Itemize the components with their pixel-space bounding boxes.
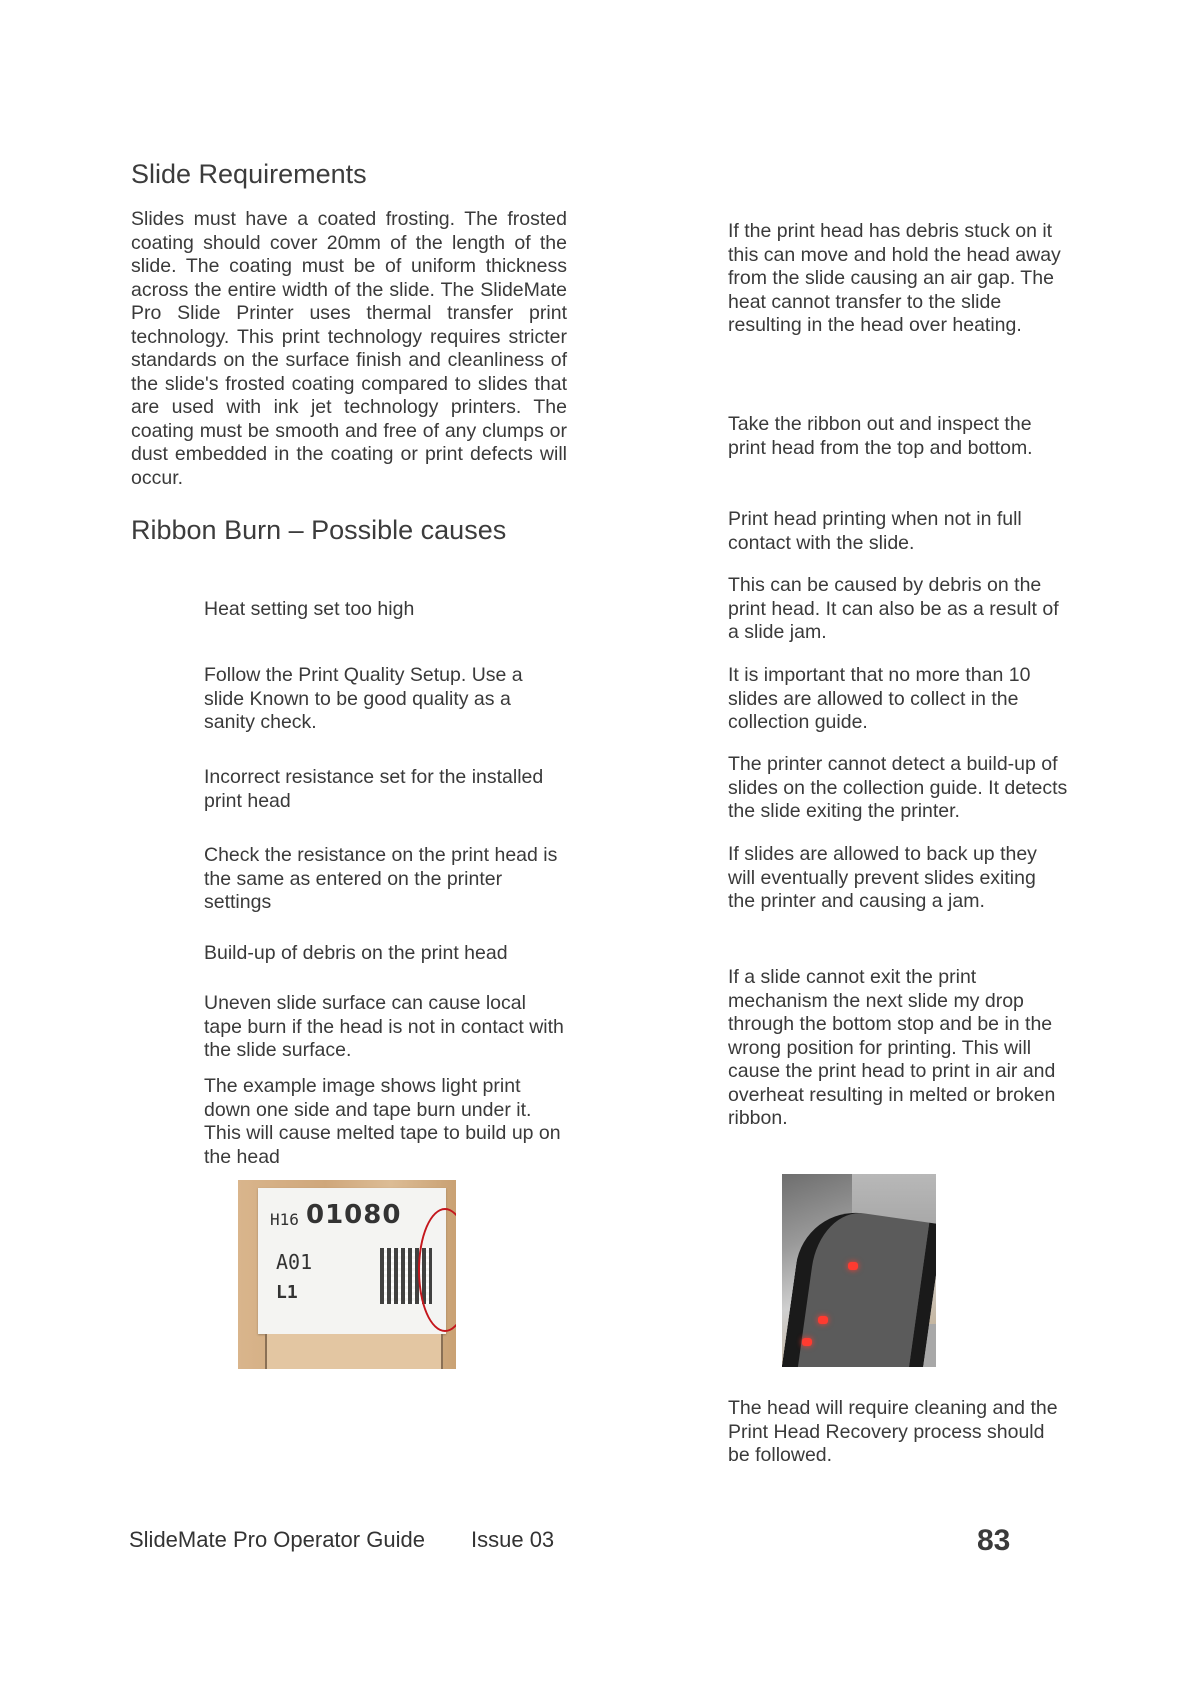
led-indicator bbox=[848, 1262, 858, 1270]
footer-issue: Issue 03 bbox=[471, 1527, 555, 1552]
page-number: 83 bbox=[977, 1524, 1011, 1557]
right-slide-cannot-exit: If a slide cannot exit the print mechanism the next slide my drop through the bottom stop and be in the wrong position for printing. This will cause the print head to print in air and overheat resulting in melted or broken ribbon. bbox=[728, 966, 1056, 1129]
printer-collection-guide-photo bbox=[782, 1174, 936, 1367]
right-cannot-detect: The printer cannot detect a build-up of slides on the collection guide. It detects the slide exiting the printer. bbox=[728, 753, 1068, 822]
slide-label-photo bbox=[238, 1180, 456, 1369]
right-debris-airgap: If the print head has debris stuck on it this can move and hold the head away from the slide causing an air gap. The heat cannot transfer to the slide resulting in the head over heating. bbox=[728, 220, 1061, 336]
right-back-up-jam: If slides are allowed to back up they will eventually prevent slides exiting the printer and causing a jam. bbox=[728, 843, 1037, 912]
label-number: 01080 bbox=[306, 1200, 402, 1230]
ribbon-burn-remedy-heat: Follow the Print Quality Setup. Use a slide Known to be good quality as a sanity check. bbox=[204, 664, 523, 733]
ribbon-burn-uneven-surface: Uneven slide surface can cause local tape burn if the head is not in contact with the slide surface. bbox=[204, 992, 564, 1061]
glass-slide-body bbox=[265, 1334, 443, 1369]
led-indicator bbox=[818, 1316, 828, 1324]
ribbon-burn-cause-resistance: Incorrect resistance set for the installed print head bbox=[204, 766, 544, 812]
ribbon-burn-remedy-resistance: Check the resistance on the print head is the same as entered on the printer settings bbox=[204, 844, 558, 913]
led-indicator bbox=[802, 1338, 812, 1346]
slide-requirements-body: Slides must have a coated frosting. The frosted coating should cover 20mm of the length of the slide. The coating must be of uniform thickness across the entire width of the slide. The SlideMate Pro Slide Printer uses thermal transfer print technology. This print technology requires stricter standards on the surface finish and cleanliness of the slide's frosted coating compared to slides that are used with ink jet technology printers. The coating must be smooth and free of any clumps or dust embedded in the coating or print defects will occur. bbox=[131, 208, 567, 489]
label-line-3: L1 bbox=[276, 1282, 298, 1303]
ribbon-burn-cause-heat: Heat setting set too high bbox=[204, 598, 415, 620]
ribbon-burn-example-caption: The example image shows light print down one side and tape burn under it. This will cause melted tape to build up on the head bbox=[204, 1075, 561, 1168]
right-not-in-contact: Print head printing when not in full contact with the slide. bbox=[728, 508, 1022, 554]
ribbon-burn-heading: Ribbon Burn – Possible causes bbox=[131, 515, 507, 545]
label-prefix: H16 bbox=[270, 1210, 299, 1229]
label-line-2: A01 bbox=[276, 1250, 313, 1274]
right-debris-or-jam: This can be caused by debris on the print head. It can also be as a result of a slide jam. bbox=[728, 574, 1059, 643]
slide-label bbox=[258, 1188, 446, 1334]
right-inspect-head: Take the ribbon out and inspect the print head from the top and bottom. bbox=[728, 413, 1033, 459]
ribbon-burn-cause-debris: Build-up of debris on the print head bbox=[204, 942, 508, 964]
red-highlight-circle bbox=[418, 1208, 456, 1332]
right-ten-slides: It is important that no more than 10 slides are allowed to collect in the collection guide. bbox=[728, 664, 1031, 733]
right-head-cleaning: The head will require cleaning and the Print Head Recovery process should be followed. bbox=[728, 1397, 1058, 1466]
footer-guide-title: SlideMate Pro Operator Guide bbox=[129, 1527, 425, 1552]
slide-requirements-heading: Slide Requirements bbox=[131, 159, 367, 189]
